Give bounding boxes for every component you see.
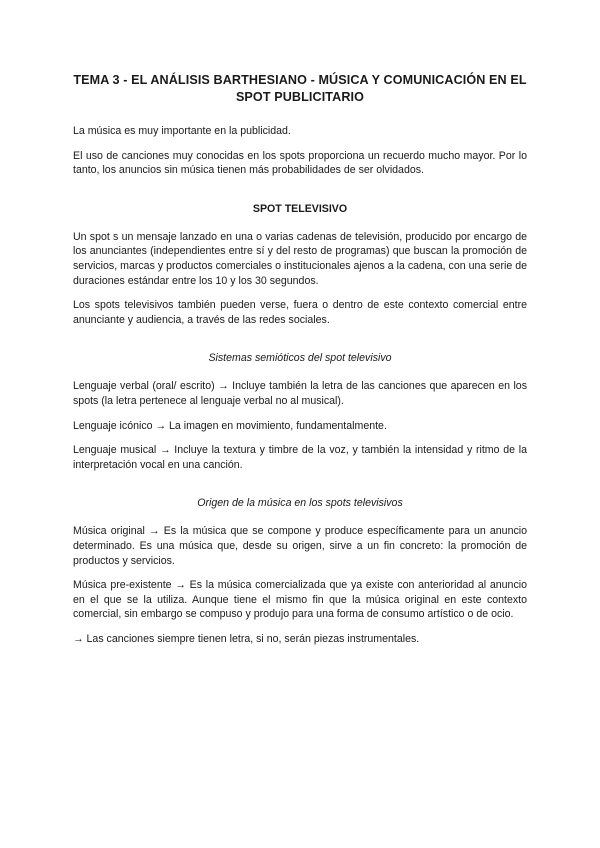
sistemas-paragraph-verbal: Lenguaje verbal (oral/ escrito) → Incluye también la letra de las canciones que aparecen en los spots (la letra pertenece al lenguaje verbal no al musical). [73, 380, 527, 407]
sistemas-paragraph-iconico: Lenguaje icónico → La imagen en movimiento, fundamentalmente. [73, 419, 387, 432]
origen-paragraph-nota: → Las canciones siempre tienen letra, si no, serán piezas instrumentales. [73, 632, 420, 645]
origen-paragraph-original: Música original → Es la música que se compone y produce específicamente para un anuncio determinado. Es una música que, desde su origen, sirve a un fin concreto: la promoción de productos y servicios. [73, 525, 527, 567]
spot-paragraph-1: Un spot s un mensaje lanzado en una o varias cadenas de televisión, producido por encargo de los anunciantes (independientes entre sí y del resto de programas) que buscan la promoción de servicios, marcas y productos comerciales o institucionales ajenos a la cadena, con una serie de duraciones estándar entre los 10 y los 30 segundos. [73, 230, 527, 287]
intro-paragraph-1: La música es muy importante en la publicidad. [73, 125, 291, 137]
spot-paragraph-2: Los spots televisivos también pueden verse, fuera o dentro de este contexto comercial entre anunciante y audiencia, a través de las redes sociales. [73, 299, 527, 326]
section-heading-spot-televisivo: SPOT TELEVISIVO [252, 202, 348, 215]
document-page [73, 72, 527, 646]
intro-paragraph-2: El uso de canciones muy conocidas en los spots proporciona un recuerdo mucho mayor. Por lo tanto, los anuncios sin música tienen más probabilidades de ser olvidados. [73, 149, 527, 177]
subheading-origen-musica: Origen de la música en los spots televisivos [197, 497, 403, 510]
sistemas-paragraph-musical: Lenguaje musical → Incluye la textura y timbre de la voz, y también la intensidad y ritmo de la interpretación vocal en una canción. [73, 444, 527, 471]
document-title: TEMA 3 - EL ANÁLISIS BARTHESIANO - MÚSICA Y COMUNICACIÓN EN EL SPOT PUBLICITARIO [73, 73, 527, 104]
subheading-sistemas-semioticos: Sistemas semióticos del spot televisivo [208, 352, 392, 365]
origen-paragraph-preexistente: Música pre-existente → Es la música comercializada que ya existe con anterioridad al anuncio en el que se la utiliza. Aunque tiene el mismo fin que la música original en este contexto comercial, sin embargo se compuso y produjo para una forma de consumo artístico o de ocio. [73, 579, 527, 621]
